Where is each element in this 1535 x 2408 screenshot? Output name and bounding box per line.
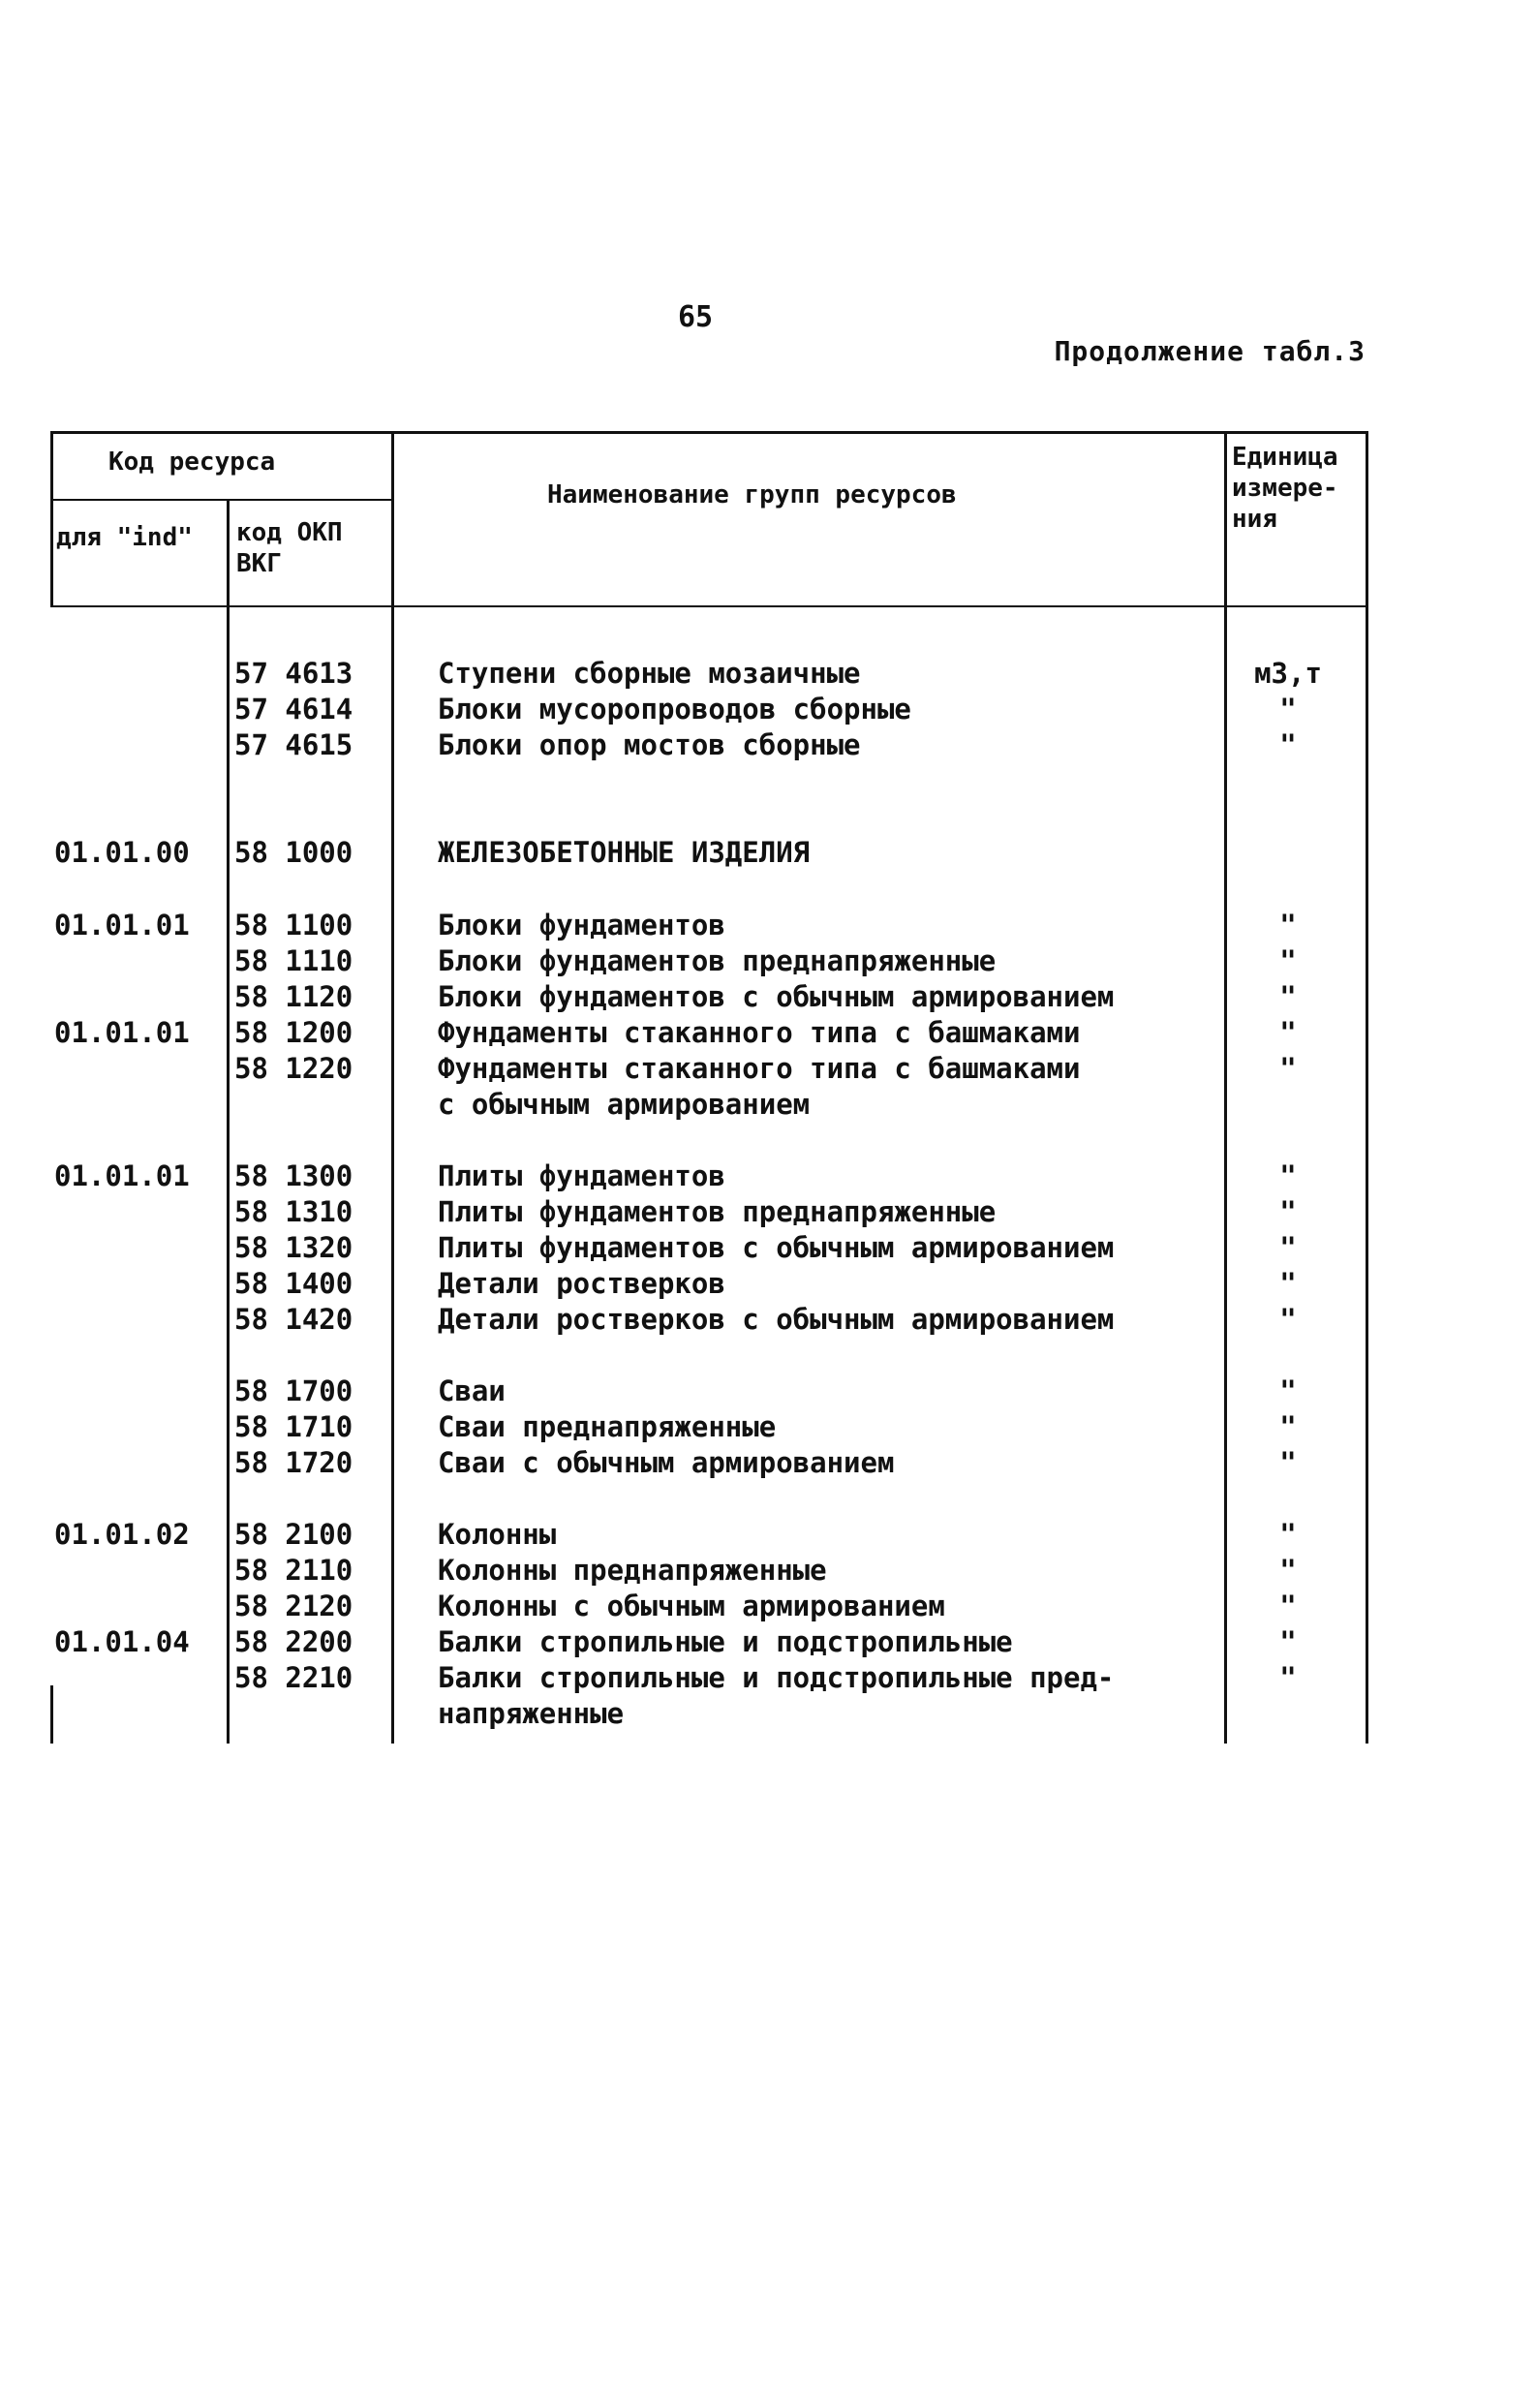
row-unit: " xyxy=(1279,909,1297,942)
row-okp-code: 58 2100 xyxy=(234,1518,353,1551)
row-okp-code: 58 1310 xyxy=(234,1195,353,1228)
header-bottom-rule xyxy=(50,605,1367,607)
row-okp-code: 58 1700 xyxy=(234,1374,353,1407)
row-name: Плиты фундаментов преднапряженные xyxy=(438,1195,997,1228)
table-continuation-label: Продолжение табл.3 xyxy=(1054,335,1366,367)
header-col-unit-line1: Единица xyxy=(1232,443,1338,472)
row-name: Блоки фундаментов с обычным армированием xyxy=(438,980,1115,1013)
row-name: Блоки фундаментов xyxy=(438,909,725,942)
table-row xyxy=(0,1660,1535,1695)
col-rule-left xyxy=(50,431,53,607)
row-name: Балки стропильные и подстропильные пред- xyxy=(438,1661,1115,1694)
row-okp-code: 58 1720 xyxy=(234,1446,353,1479)
table-row xyxy=(0,656,1535,691)
row-name: Плиты фундаментов с обычным армированием xyxy=(438,1231,1115,1264)
row-okp-code: 57 4613 xyxy=(234,657,353,690)
row-okp-code: 58 1100 xyxy=(234,909,353,942)
row-unit: " xyxy=(1279,1374,1297,1407)
header-col-okp-line2: ВКГ xyxy=(236,549,282,578)
row-unit: " xyxy=(1279,1016,1297,1049)
row-name: Балки стропильные и подстропильные xyxy=(438,1625,1013,1658)
table-row xyxy=(0,1374,1535,1408)
row-okp-code: 58 2120 xyxy=(234,1590,353,1622)
row-name: Фундаменты стаканного типа с башмаками xyxy=(438,1052,1081,1085)
row-name: Плиты фундаментов xyxy=(438,1159,725,1192)
row-okp-code: 58 1200 xyxy=(234,1016,353,1049)
table-row xyxy=(0,1087,1535,1122)
row-name: Колонны с обычным армированием xyxy=(438,1590,945,1622)
header-resource-code: Код ресурса xyxy=(108,448,276,477)
row-okp-code: 58 1400 xyxy=(234,1267,353,1300)
row-name: Блоки фундаментов преднапряженные xyxy=(438,944,997,977)
row-unit: " xyxy=(1279,1625,1297,1658)
header-col-ind: для "ind" xyxy=(56,523,193,552)
header-col-okp-line1: код ОКП xyxy=(236,518,343,547)
row-okp-code: 58 1220 xyxy=(234,1052,353,1085)
row-name: Блоки опор мостов сборные xyxy=(438,728,861,761)
row-ind-code: 01.01.01 xyxy=(54,1159,190,1192)
row-name: Сваи с обычным армированием xyxy=(438,1446,895,1479)
table-row xyxy=(0,1589,1535,1623)
row-name: Фундаменты стаканного типа с башмаками xyxy=(438,1016,1081,1049)
table-row xyxy=(0,979,1535,1014)
row-unit: " xyxy=(1279,728,1297,761)
row-name: Детали ростверков с обычным армированием xyxy=(438,1303,1115,1336)
table-top-rule xyxy=(50,431,1367,434)
table-row xyxy=(0,1194,1535,1229)
header-col-name: Наименование групп ресурсов xyxy=(547,480,957,509)
row-okp-code: 58 2210 xyxy=(234,1661,353,1694)
row-unit: " xyxy=(1279,944,1297,977)
row-name: ЖЕЛЕЗОБЕТОННЫЕ ИЗДЕЛИЯ xyxy=(438,836,811,869)
row-ind-code: 01.01.04 xyxy=(54,1625,190,1658)
row-ind-code: 01.01.02 xyxy=(54,1518,190,1551)
row-unit: " xyxy=(1279,1303,1297,1336)
row-unit: " xyxy=(1279,1410,1297,1443)
row-okp-code: 57 4614 xyxy=(234,693,353,725)
row-okp-code: 58 1320 xyxy=(234,1231,353,1264)
row-unit: м3,т xyxy=(1254,657,1322,690)
table-row xyxy=(0,1302,1535,1337)
row-ind-code: 01.01.00 xyxy=(54,836,190,869)
row-name: Ступени сборные мозаичные xyxy=(438,657,861,690)
page-number: 65 xyxy=(678,300,714,334)
table-row xyxy=(0,692,1535,726)
row-name: Сваи преднапряженные xyxy=(438,1410,777,1443)
table-row xyxy=(0,908,1535,942)
row-okp-code: 58 1120 xyxy=(234,980,353,1013)
row-unit: " xyxy=(1279,1195,1297,1228)
header-col-unit-line3: ния xyxy=(1232,505,1277,534)
table-row xyxy=(0,1051,1535,1086)
row-unit: " xyxy=(1279,1231,1297,1264)
table-row xyxy=(0,835,1535,870)
table-row xyxy=(0,1553,1535,1588)
table-row xyxy=(0,1517,1535,1552)
row-name: Колонны преднапряженные xyxy=(438,1554,827,1587)
row-unit: " xyxy=(1279,980,1297,1013)
row-okp-code: 58 1300 xyxy=(234,1159,353,1192)
row-ind-code: 01.01.01 xyxy=(54,1016,190,1049)
row-unit: " xyxy=(1279,1159,1297,1192)
row-unit: " xyxy=(1279,1518,1297,1551)
row-okp-code: 58 1110 xyxy=(234,944,353,977)
row-unit: " xyxy=(1279,1554,1297,1587)
header-sub-rule xyxy=(50,499,391,501)
row-name: Сваи xyxy=(438,1374,506,1407)
table-row xyxy=(0,1409,1535,1444)
table-row xyxy=(0,943,1535,978)
row-okp-code: 58 2200 xyxy=(234,1625,353,1658)
row-unit: " xyxy=(1279,1590,1297,1622)
table-row xyxy=(0,727,1535,762)
row-unit: " xyxy=(1279,693,1297,725)
row-name: Детали ростверков xyxy=(438,1267,725,1300)
table-row xyxy=(0,1624,1535,1659)
table-row xyxy=(0,1445,1535,1480)
row-okp-code: 58 1420 xyxy=(234,1303,353,1336)
table-row xyxy=(0,1696,1535,1731)
row-ind-code: 01.01.01 xyxy=(54,909,190,942)
row-unit: " xyxy=(1279,1661,1297,1694)
header-col-unit-line2: измере- xyxy=(1232,474,1338,503)
row-unit: " xyxy=(1279,1052,1297,1085)
row-unit: " xyxy=(1279,1446,1297,1479)
row-okp-code: 58 2110 xyxy=(234,1554,353,1587)
row-okp-code: 58 1710 xyxy=(234,1410,353,1443)
table-row xyxy=(0,1158,1535,1193)
row-okp-code: 57 4615 xyxy=(234,728,353,761)
row-okp-code: 58 1000 xyxy=(234,836,353,869)
row-name: напряженные xyxy=(438,1697,625,1730)
row-unit: " xyxy=(1279,1267,1297,1300)
row-name: Колонны xyxy=(438,1518,557,1551)
row-name: Блоки мусоропроводов сборные xyxy=(438,693,911,725)
table-row xyxy=(0,1015,1535,1050)
table-row xyxy=(0,1266,1535,1301)
table-row xyxy=(0,1230,1535,1265)
row-name: с обычным армированием xyxy=(438,1088,811,1121)
